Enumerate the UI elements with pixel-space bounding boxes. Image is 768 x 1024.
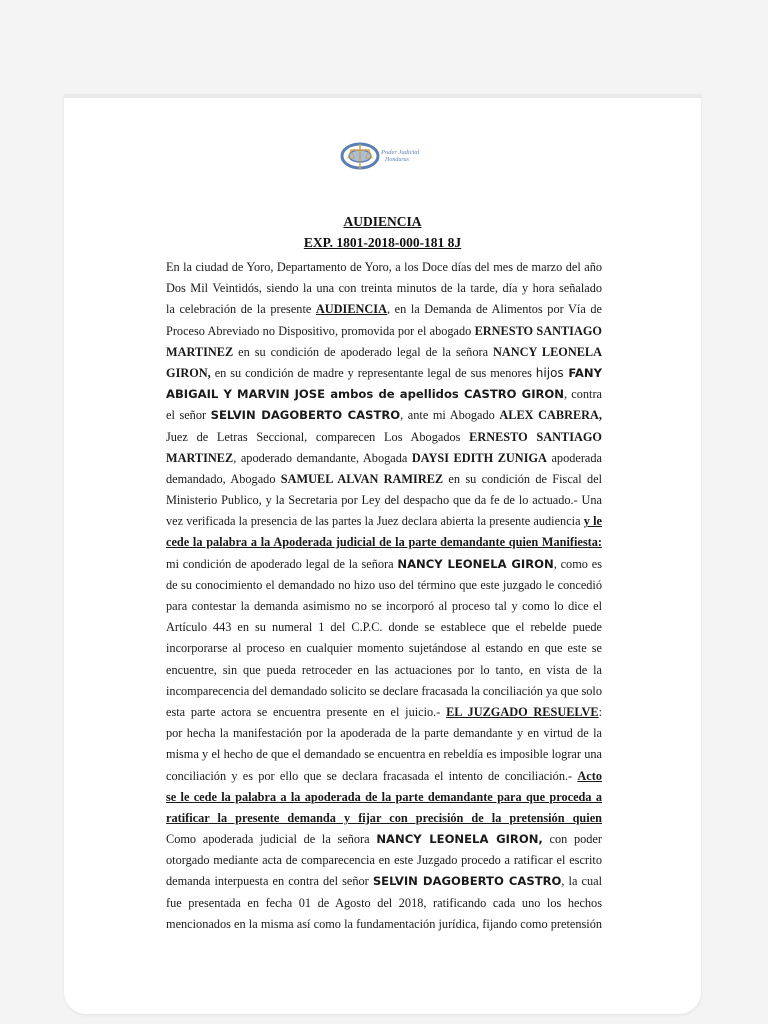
text-line: la celebración de la presente AUDIENCIA, en la Demanda de Alimentos por Vía de: [166, 302, 602, 317]
text-line: Dos Mil Veintidós, siendo la una con treinta minutos de la tarde, día y hora señalado: [166, 281, 602, 296]
svg-text:Honduras: Honduras: [385, 157, 410, 163]
text-line: incomparecencia del demandado solicito se declare fracasada la conciliación ya que solo: [166, 683, 602, 698]
text-line: se le cede la palabra a la apoderada de la parte demandante para que proceda a: [166, 789, 602, 804]
text-line: demanda interpuesta en contra del señor SELVIN DAGOBERTO CASTRO, la cual: [166, 874, 602, 889]
text-line: esta parte actora se encuentra presente en el juicio.- EL JUZGADO RESUELVE:: [166, 704, 602, 719]
text-line: el señor SELVIN DAGOBERTO CASTRO, ante mi Abogado ALEX CABRERA,: [166, 408, 602, 423]
text-line: mencionados en la misma así como la fundamentación jurídica, fijando como pretensión: [166, 916, 602, 931]
text-line: ratificar la presente demanda y fijar con precisión de la pretensión quien: [166, 810, 602, 825]
svg-text:Poder Judicial: Poder Judicial: [381, 149, 420, 156]
text-line: cede la palabra a la Apoderada judicial de la parte demandante quien Manifiesta:: [166, 535, 602, 550]
text-line: Proceso Abreviado no Dispositivo, promovida por el abogado ERNESTO SANTIAGO: [166, 323, 602, 338]
text-line: mi condición de apoderado legal de la señora NANCY LEONELA GIRON, como es: [166, 556, 602, 571]
text-line: Ministerio Publico, y la Secretaria por Ley del despacho que da fe de lo actuado.- Una: [166, 493, 602, 508]
document-body: [166, 257, 602, 935]
document-title: AUDIENCIA: [343, 214, 422, 229]
text-line: En la ciudad de Yoro, Departamento de Yoro, a los Doce días del mes de marzo del año: [166, 260, 602, 274]
text-line: conciliación y es por ello que se declara fracasada el intento de conciliación.- Acto: [166, 768, 602, 783]
text-line: Como apoderada judicial de la señora NANCY LEONELA GIRON, con poder: [166, 832, 602, 847]
poder-judicial-seal-icon: [340, 136, 436, 176]
text-line: por hecha la manifestación por la apoderada de la parte demandante y en virtud de la: [166, 726, 602, 741]
text-line: otorgado mediante acta de comparecencia en este Juzgado procedo a ratificar el escrito: [166, 853, 602, 868]
case-number: EXP. 1801-2018-000-181 8J: [303, 235, 462, 250]
document-page: [64, 94, 701, 1014]
text-line: demandado, Abogado SAMUEL ALVAN RAMIREZ en su condición de Fiscal del: [166, 471, 602, 486]
text-line: MARTINEZ en su condición de apoderado legal de la señora NANCY LEONELA: [166, 344, 602, 359]
text-line: ABIGAIL Y MARVIN JOSE ambos de apellidos CASTRO GIRON, contra: [166, 387, 602, 402]
text-line: encuentre, sin que pueda retroceder en las actuaciones por lo tanto, en vista de la: [166, 662, 602, 677]
text-line: Juez de Letras Seccional, comparecen Los Abogados ERNESTO SANTIAGO: [166, 429, 602, 444]
text-line: para contestar la demanda asimismo no se incorporó al proceso tal y como lo dice el: [166, 599, 602, 613]
text-line: vez verificada la presencia de las partes la Juez declara abierta la presente audiencia y le: [166, 514, 602, 529]
text-line: incorporarse al proceso en cualquier momento sujetándose al estando en que este se: [166, 641, 602, 656]
text-line: fue presentada en fecha 01 de Agosto del 2018, ratificando cada uno los hechos: [166, 895, 602, 910]
text-line: misma y el hecho de que el demandado se encuentra en rebeldía es imposible lograr una: [166, 747, 602, 762]
text-line: Artículo 443 en su numeral 1 del C.P.C. donde se establece que el rebelde puede: [166, 620, 602, 635]
text-line: GIRON, en su condición de madre y representante legal de sus menores hijos FANY: [166, 365, 602, 380]
text-line: MARTINEZ, apoderado demandante, Abogada DAYSI EDITH ZUNIGA apoderada: [166, 450, 602, 465]
text-line: de su conocimiento el demandado no hizo uso del término que este juzgado le concedió: [166, 577, 602, 592]
